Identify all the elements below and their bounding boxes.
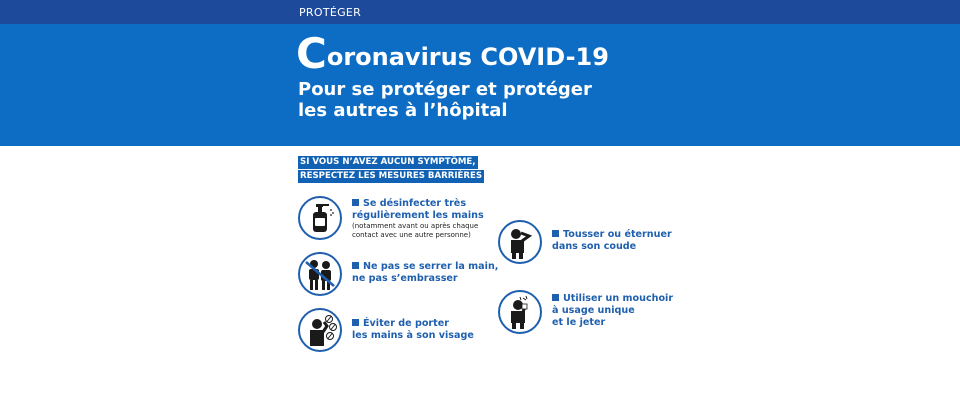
measure-line: Ne pas se serrer la main, — [363, 261, 499, 272]
bullet-square — [352, 262, 359, 269]
measure-note: (notamment avant ou après chaque — [352, 222, 479, 230]
intro-badge — [298, 156, 484, 184]
measure-line: ne pas s’embrasser — [352, 273, 458, 284]
measure-line: Éviter de porter — [363, 318, 449, 329]
section-label: PROTÉGER — [299, 6, 362, 19]
measure-text — [552, 229, 672, 253]
measure-line: les mains à son visage — [352, 330, 474, 341]
title-banner — [0, 24, 960, 146]
measure-line: Tousser ou éternuer — [563, 229, 672, 240]
bullet-square — [352, 319, 359, 326]
measure-text — [352, 318, 474, 342]
measure-line: à usage unique — [552, 305, 635, 316]
hand-sanitizer-icon — [298, 196, 342, 240]
measure-note: contact avec une autre personne) — [352, 231, 471, 239]
bullet-square — [552, 294, 559, 301]
measure-line: et le jeter — [552, 317, 606, 328]
cough-in-elbow-icon — [498, 220, 542, 264]
top-bar — [0, 0, 960, 24]
title-initial: C — [296, 29, 327, 78]
tissue-icon — [498, 290, 542, 334]
measure-text — [352, 261, 498, 285]
title-rest: oronavirus COVID-19 — [326, 43, 609, 71]
page-title — [296, 29, 609, 78]
measure-line: Utiliser un mouchoir — [563, 293, 674, 304]
intro-line-2: RESPECTEZ LES MESURES BARRIÈRES — [300, 171, 483, 181]
no-handshake-icon — [298, 252, 342, 296]
measure-line: régulièrement les mains — [352, 210, 484, 221]
measure-text — [352, 198, 484, 240]
page-subtitle — [298, 79, 638, 121]
subtitle-line-2: les autres à l’hôpital — [298, 100, 508, 121]
measure-line: dans son coude — [552, 241, 637, 252]
intro-line-1: SI VOUS N’AVEZ AUCUN SYMPTÔME, — [300, 157, 476, 167]
no-face-touch-icon — [298, 308, 342, 352]
bullet-square — [352, 199, 359, 206]
measure-text — [552, 293, 673, 329]
measure-line: Se désinfecter très — [363, 198, 467, 209]
bullet-square — [552, 230, 559, 237]
subtitle-line-1: Pour se protéger et protéger — [298, 79, 592, 100]
